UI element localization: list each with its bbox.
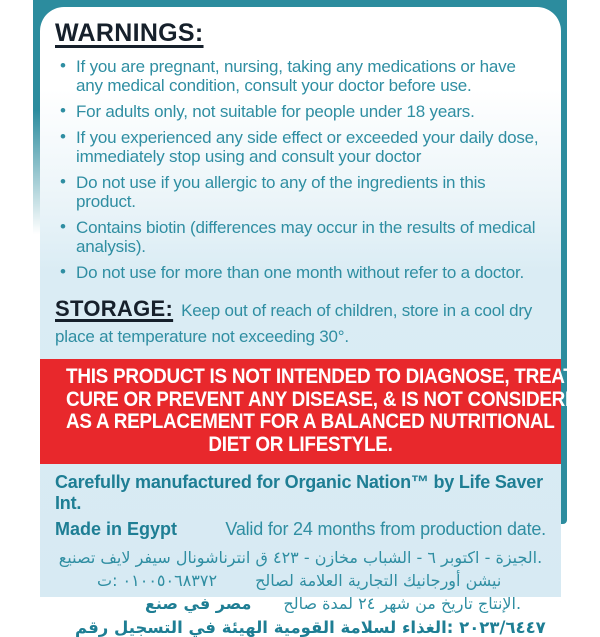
- disclaimer-line: AS A REPLACEMENT FOR A BALANCED NUTRITIONAL: [66, 410, 555, 433]
- manufactured-for-line: Carefully manufactured for Organic Nation™ by Life Saver Int.: [55, 472, 543, 513]
- bullet-icon: •: [60, 127, 66, 146]
- warning-text: Do not use for more than one month without refer to a doctor.: [76, 263, 525, 282]
- bullet-icon: •: [60, 56, 66, 75]
- validity-text: Valid for 24 months from production date.: [225, 519, 546, 539]
- label-card: [40, 7, 591, 637]
- brand-arabic: لصالح ‎العلامة ‎التجارية ‎أورجانيك ‎نيشن: [255, 571, 502, 590]
- address-arabic: تصنيع ‎لايف ‎سيفر ‎انترناشونال ‎ق ‎٤٢٣ ‎- ‎مخازن ‎الشباب ‎- ‎٦ ‎اكتوبر ‎- ‎الجيزة.: [58, 548, 543, 567]
- warning-text: For adults only, not suitable for people under 18 years.: [76, 102, 475, 121]
- bullet-icon: •: [60, 172, 66, 191]
- manufacturer-section: [40, 464, 561, 637]
- storage-text: Keep out of reach of children, store in a cool dry place at temperature not exceeding 30°.: [55, 301, 533, 346]
- disclaimer-line: CURE OR PREVENT ANY DISEASE, & IS NOT CONSIDERED: [66, 387, 591, 411]
- warnings-heading: WARNINGS:: [55, 19, 204, 47]
- warning-item: [60, 128, 547, 166]
- warning-text: Contains biotin (differences may occur in the results of medical analysis).: [76, 218, 536, 256]
- warnings-list: [55, 57, 547, 282]
- phone-line-arabic: [55, 571, 546, 590]
- warning-item: [60, 102, 547, 121]
- warning-text: If you experienced any side effect or exceeded your daily dose, immediately stop using and consult your doctor: [76, 128, 539, 166]
- disclaimer-line: DIET OR LIFESTYLE.: [208, 432, 393, 456]
- warning-text: Do not use if you allergic to any of the ingredients in this product.: [76, 173, 486, 211]
- bullet-icon: •: [60, 217, 66, 236]
- registration-number-arabic: رقم ‎التسجيل ‎في ‎الهيئة ‎القومية ‎لسلامة ‎الغذاء: ‎٢٠٢٣/٦٤٤٧: [75, 618, 546, 637]
- origin-line-arabic: [55, 594, 546, 613]
- bullet-icon: •: [60, 101, 66, 120]
- warning-item: [60, 263, 547, 282]
- bullet-icon: •: [60, 262, 66, 281]
- storage-section: [40, 289, 561, 350]
- warning-item: [60, 218, 547, 256]
- warning-item: [60, 173, 547, 211]
- warnings-section: [40, 7, 561, 282]
- disclaimer-line: THIS PRODUCT IS NOT INTENDED TO DIAGNOSE, TREAT,: [66, 365, 578, 388]
- validity-arabic: صالح ‎لمدة ‎٢٤ ‎شهر ‎من ‎تاريخ ‎الإنتاج.: [283, 594, 522, 613]
- warning-item: [60, 57, 547, 95]
- phone-arabic: ت: ‎٠١٠٠٥٠٦٨٣٧٢: [97, 571, 218, 590]
- warning-text: If you are pregnant, nursing, taking any medications or have any medical condition, consult your doctor before use.: [76, 57, 516, 95]
- made-in-egypt: Made in Egypt: [55, 519, 178, 539]
- made-in-egypt-arabic: صنع ‎في ‎مصر: [145, 594, 252, 613]
- origin-validity-line: [55, 519, 546, 540]
- disclaimer-banner: [40, 359, 591, 464]
- storage-heading: STORAGE:: [55, 296, 174, 321]
